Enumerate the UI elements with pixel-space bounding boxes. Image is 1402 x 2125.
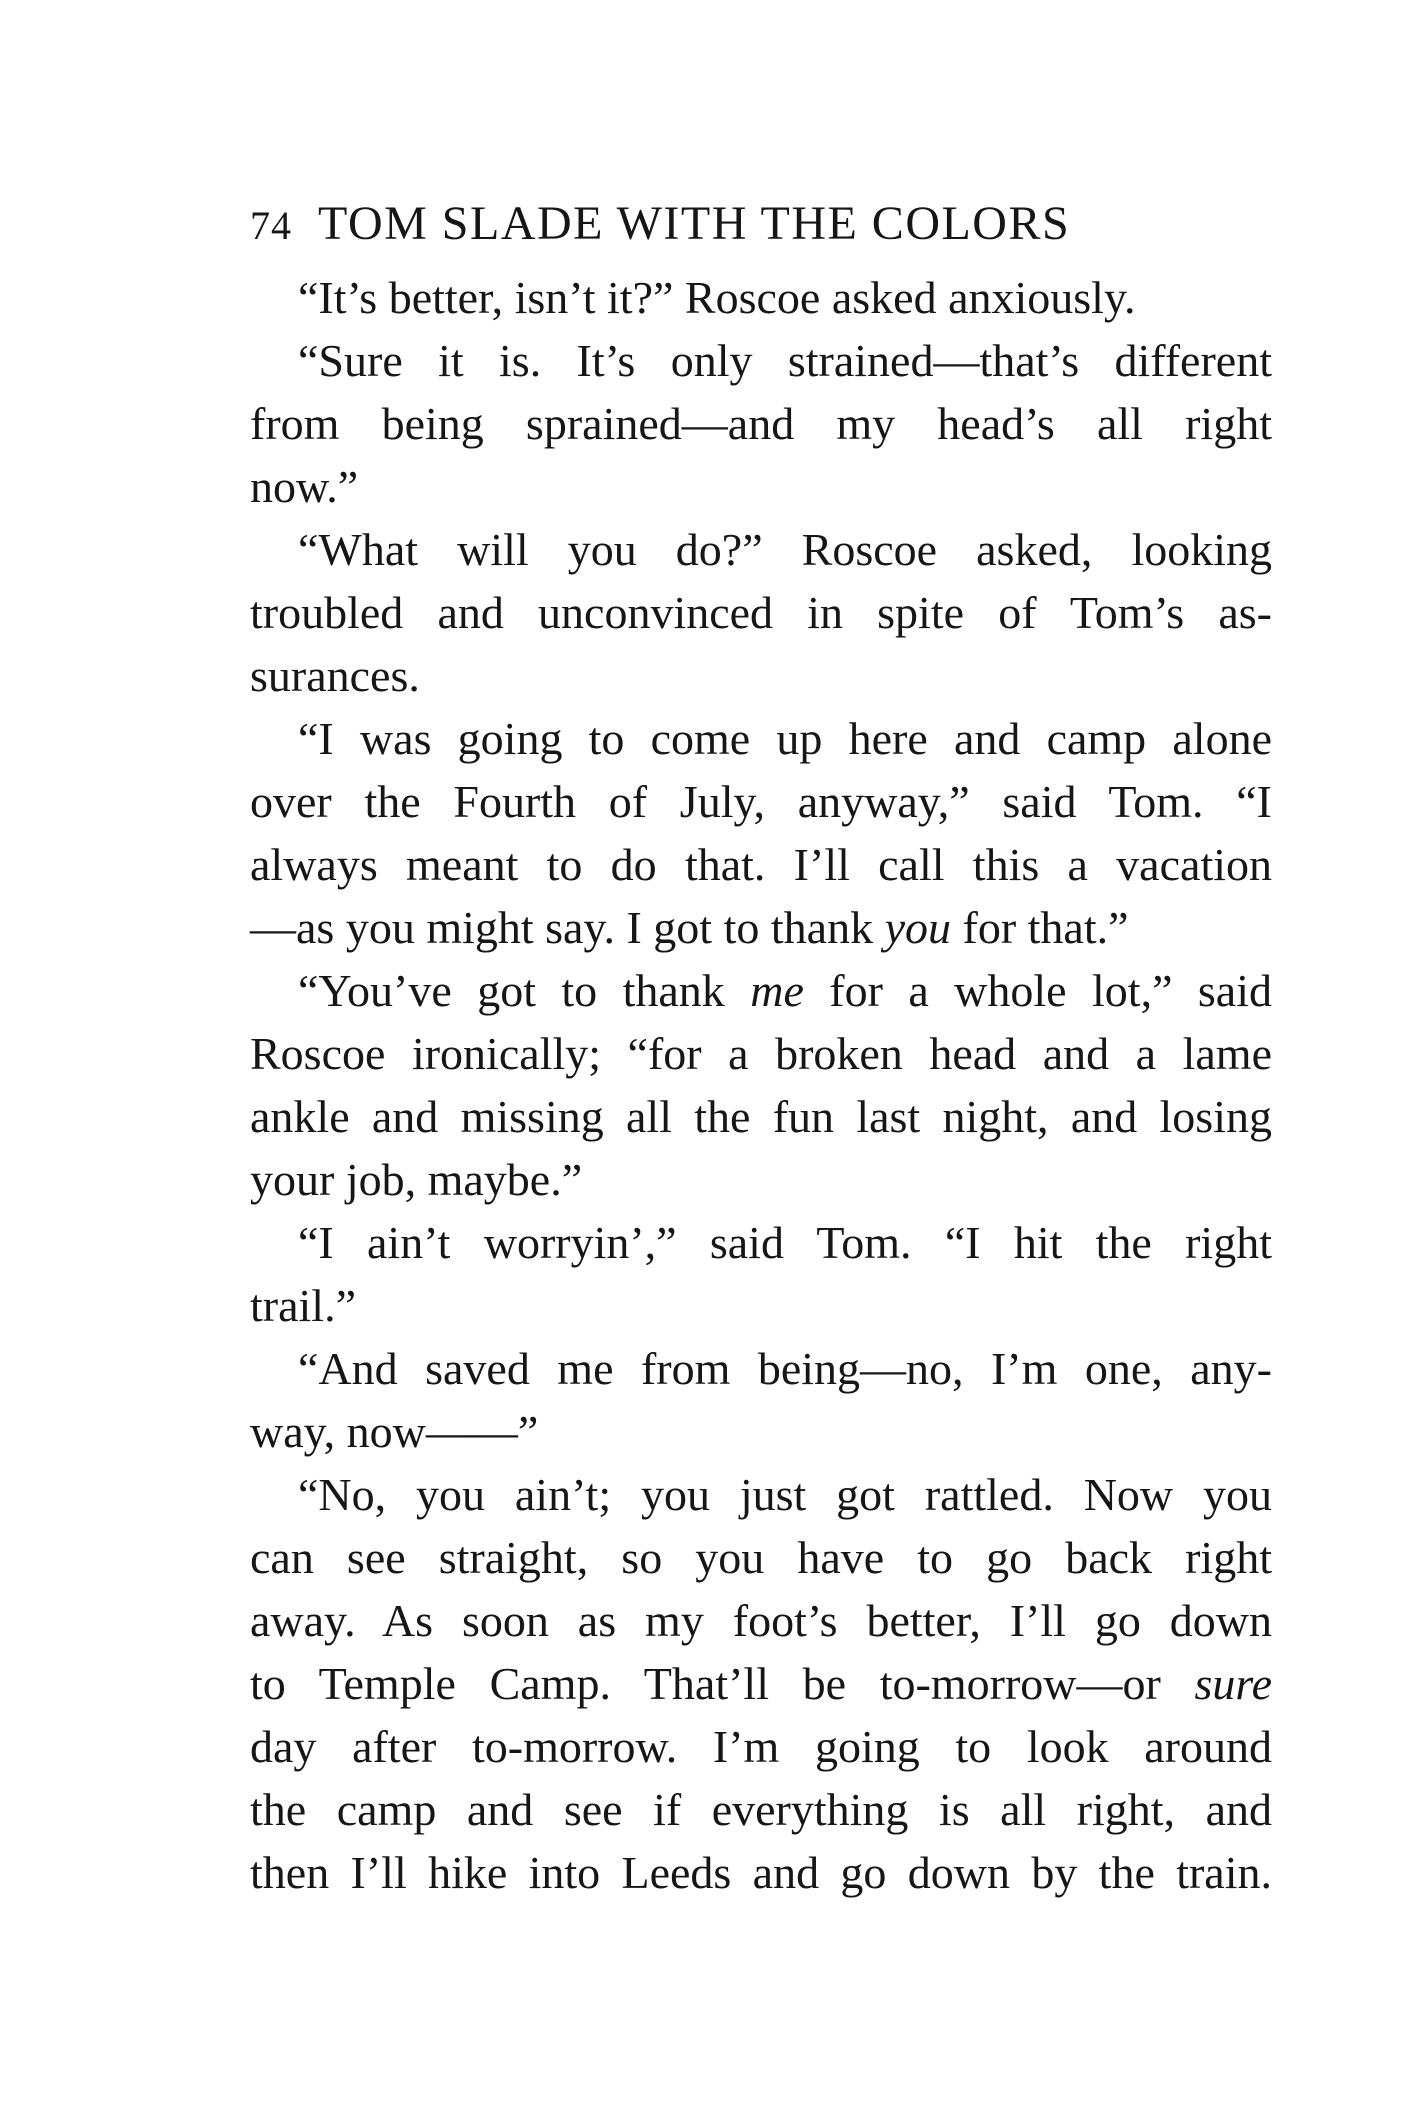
text-line: [250, 1085, 1272, 1148]
italic-text: me: [750, 965, 804, 1016]
text-segment: the camp and see if everything is all right, and: [250, 1784, 1272, 1835]
page-header: [250, 196, 1270, 256]
text-line: [250, 581, 1272, 644]
text-line: [250, 833, 1272, 896]
text-line: [250, 1337, 1272, 1400]
text-line: [250, 1715, 1272, 1778]
text-segment: Roscoe ironically; “for a broken head and a lame: [250, 1028, 1272, 1079]
text-line: [250, 329, 1272, 392]
text-segment: “It’s better, isn’t it?” Roscoe asked anxiously.: [298, 272, 1136, 323]
text-segment: to Temple Camp. That’ll be to-morrow—or: [250, 1658, 1195, 1709]
text-line: [250, 1526, 1272, 1589]
running-title: TOM SLADE WITH THE COLORS: [318, 197, 1071, 250]
text-line: [250, 1274, 1272, 1337]
text-line: [250, 707, 1272, 770]
text-segment: troubled and unconvinced in spite of Tom’s as-: [250, 587, 1272, 638]
text-line: [250, 959, 1272, 1022]
text-line: [250, 1400, 1272, 1463]
text-segment: can see straight, so you have to go back right: [250, 1532, 1272, 1583]
text-segment: way, now——”: [250, 1406, 539, 1457]
text-line: [250, 1778, 1272, 1841]
text-segment: over the Fourth of July, anyway,” said Tom. “I: [250, 776, 1272, 827]
text-segment: “No, you ain’t; you just got rattled. Now you: [298, 1469, 1272, 1520]
text-segment: for that.”: [951, 902, 1129, 953]
text-line: [250, 1211, 1272, 1274]
text-line: [250, 455, 1272, 518]
text-segment: ankle and missing all the fun last night, and losing: [250, 1091, 1272, 1142]
italic-text: you: [884, 902, 951, 953]
text-segment: away. As soon as my foot’s better, I’ll go down: [250, 1595, 1272, 1646]
text-segment: always meant to do that. I’ll call this a vacation: [250, 839, 1272, 890]
text-line: [250, 1841, 1272, 1904]
text-line: [250, 896, 1272, 959]
text-line: [250, 644, 1272, 707]
text-line: [250, 1652, 1272, 1715]
text-segment: surances.: [250, 650, 420, 701]
italic-text: sure: [1194, 1658, 1272, 1709]
text-line: [250, 392, 1272, 455]
text-segment: for a whole lot,” said: [803, 965, 1273, 1016]
text-segment: now.”: [250, 461, 359, 512]
text-segment: “I was going to come up here and camp alone: [298, 713, 1272, 764]
text-line: [250, 518, 1272, 581]
text-segment: “You’ve got to thank: [298, 965, 751, 1016]
text-segment: trail.”: [250, 1280, 356, 1331]
text-line: [250, 266, 1272, 329]
text-line: [250, 1463, 1272, 1526]
text-line: [250, 1022, 1272, 1085]
text-line: [250, 770, 1272, 833]
body-text: [250, 266, 1272, 1904]
text-segment: day after to-morrow. I’m going to look around: [250, 1721, 1272, 1772]
text-segment: —as you might say. I got to thank: [250, 902, 885, 953]
text-segment: from being sprained—and my head’s all right: [250, 398, 1272, 449]
text-line: [250, 1148, 1272, 1211]
text-segment: your job, maybe.”: [250, 1154, 583, 1205]
text-segment: “And saved me from being—no, I’m one, any-: [298, 1343, 1272, 1394]
page-number: 74: [250, 203, 292, 248]
text-segment: “What will you do?” Roscoe asked, looking: [298, 524, 1272, 575]
text-segment: then I’ll hike into Leeds and go down by the train.: [250, 1847, 1272, 1898]
text-segment: “I ain’t worryin’,” said Tom. “I hit the right: [298, 1217, 1272, 1268]
text-line: [250, 1589, 1272, 1652]
text-segment: “Sure it is. It’s only strained—that’s different: [298, 335, 1272, 386]
